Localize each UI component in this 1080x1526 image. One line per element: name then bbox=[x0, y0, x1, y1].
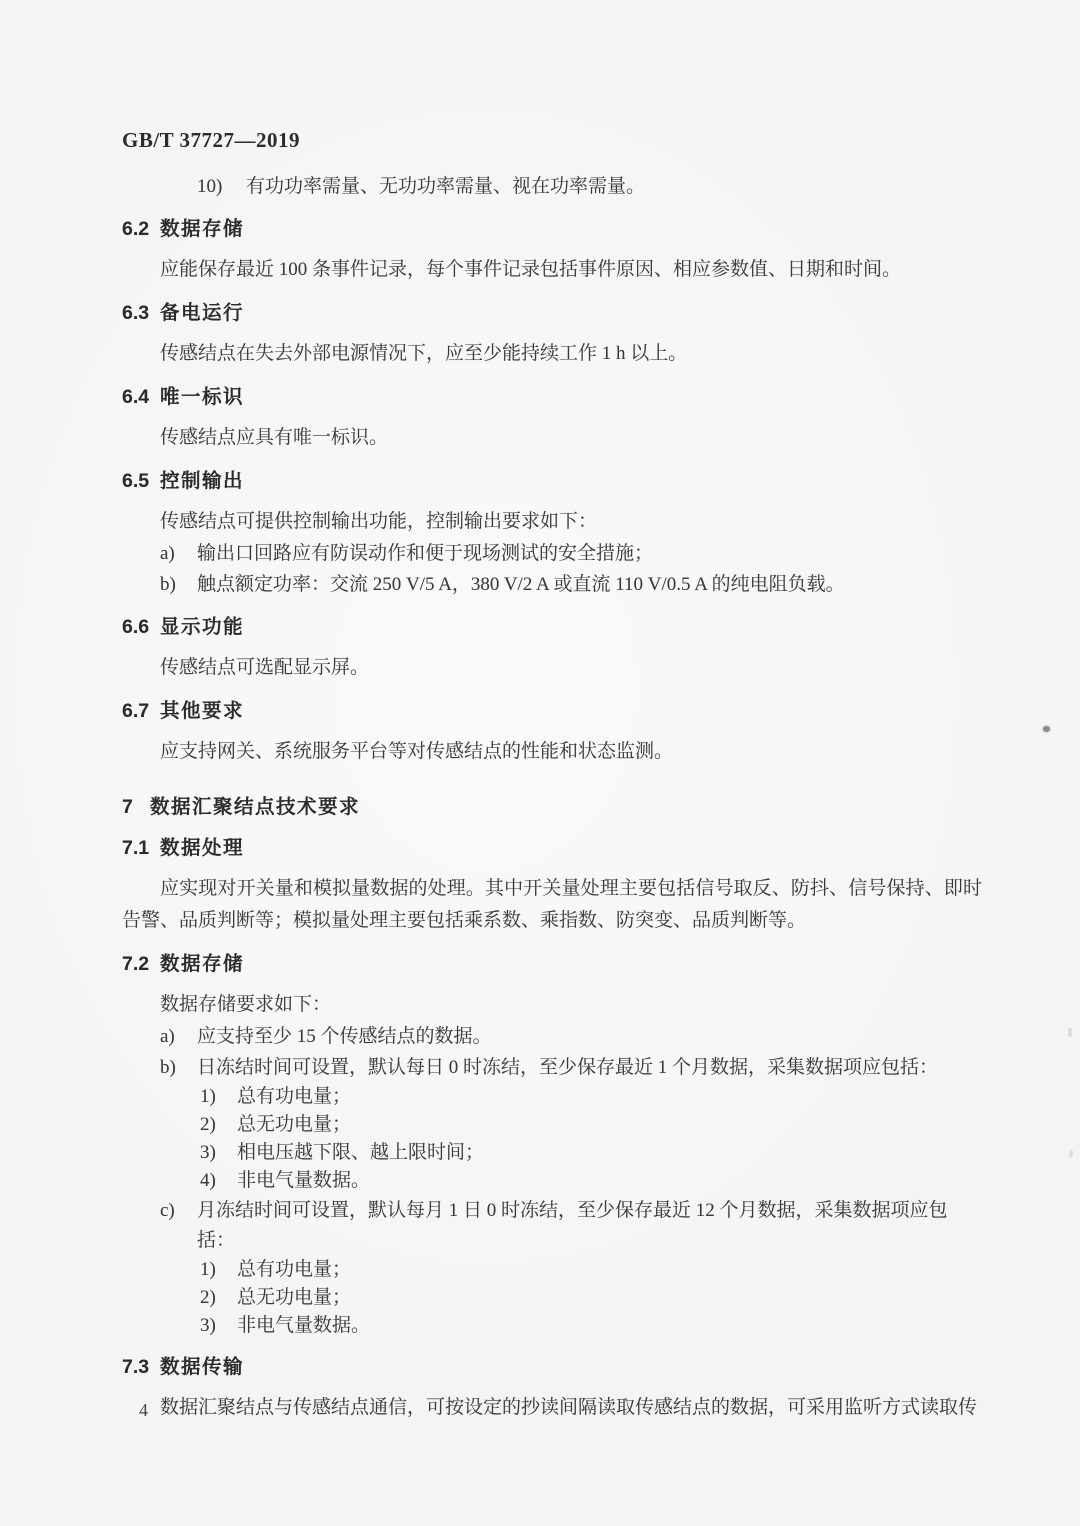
section-heading bbox=[122, 216, 982, 243]
heading-title: 备电运行 bbox=[160, 302, 245, 324]
list-item bbox=[122, 1083, 982, 1111]
list-item-text: 总无功电量； bbox=[237, 1287, 352, 1308]
heading-title: 其他要求 bbox=[160, 700, 245, 722]
section-heading bbox=[122, 951, 982, 978]
list-marker: 2) bbox=[200, 1287, 216, 1308]
heading-title: 显示功能 bbox=[160, 616, 245, 638]
paragraph: 传感结点应具有唯一标识。 bbox=[160, 427, 389, 448]
paragraph: 应支持网关、系统服务平台等对传感结点的性能和状态监测。 bbox=[160, 741, 674, 762]
heading-number: 6.4 bbox=[122, 386, 150, 408]
heading-number: 6.2 bbox=[122, 218, 150, 240]
list-item-text: 相电压越下限、越上限时间； bbox=[237, 1142, 485, 1163]
list-marker: b) bbox=[160, 574, 176, 595]
list-item-text: 日冻结时间可设置，默认每日 0 时冻结，至少保存最近 1 个月数据，采集数据项应包括： bbox=[197, 1057, 939, 1078]
document-blocks bbox=[122, 172, 982, 1424]
standard-number: GB/T 37727—2019 bbox=[122, 128, 301, 152]
heading-title: 数据存储 bbox=[160, 953, 245, 975]
section-heading bbox=[122, 835, 982, 862]
heading-number: 6.5 bbox=[122, 470, 150, 492]
paragraph: 数据汇聚结点与传感结点通信，可按设定的抄读间隔读取传感结点的数据，可采用监听方式读取传 bbox=[160, 1397, 978, 1418]
list-item bbox=[122, 1284, 982, 1312]
list-item bbox=[122, 539, 982, 569]
scan-speck bbox=[1043, 726, 1050, 732]
list-marker: b) bbox=[160, 1057, 176, 1078]
list-marker: 2) bbox=[200, 1114, 216, 1135]
list-item bbox=[122, 1139, 982, 1167]
list-item-text: 触点额定功率：交流 250 V/5 A，380 V/2 A 或直流 110 V/0.5 A 的纯电阻负载。 bbox=[197, 574, 845, 595]
list-item-text: 非电气量数据。 bbox=[237, 1170, 371, 1191]
heading-title: 数据传输 bbox=[160, 1356, 245, 1378]
list-marker: a) bbox=[160, 1026, 175, 1047]
list-item bbox=[122, 1167, 982, 1195]
section-heading bbox=[122, 698, 982, 725]
heading-title: 数据处理 bbox=[160, 837, 245, 859]
list-item bbox=[122, 1022, 982, 1052]
list-item bbox=[122, 1312, 982, 1340]
list-item-text: 月冻结时间可设置，默认每月 1 日 0 时冻结，至少保存最近 12 个月数据，采集数据项应包括： bbox=[197, 1200, 948, 1251]
paragraph: 传感结点可提供控制输出功能，控制输出要求如下： bbox=[160, 511, 598, 532]
list-item-text: 应支持至少 15 个传感结点的数据。 bbox=[197, 1026, 492, 1047]
paragraph: 传感结点在失去外部电源情况下，应至少能持续工作 1 h 以上。 bbox=[160, 343, 688, 364]
heading-number: 7.2 bbox=[122, 953, 150, 975]
paragraph: 应能保存最近 100 条事件记录，每个事件记录包括事件原因、相应参数值、日期和时间。 bbox=[160, 259, 902, 280]
heading-title: 数据汇聚结点技术要求 bbox=[150, 796, 361, 818]
list-item bbox=[122, 1196, 982, 1256]
list-marker: c) bbox=[160, 1200, 175, 1221]
heading-title: 控制输出 bbox=[160, 470, 245, 492]
page-number: 4 bbox=[139, 1400, 148, 1420]
paragraph: 数据存储要求如下： bbox=[160, 994, 332, 1015]
list-marker: a) bbox=[160, 543, 175, 564]
section-heading bbox=[122, 614, 982, 641]
list-item-text: 总有功电量； bbox=[237, 1086, 352, 1107]
chapter-heading bbox=[122, 794, 982, 821]
list-item bbox=[122, 172, 982, 202]
section-heading bbox=[122, 300, 982, 327]
paragraph: 传感结点可选配显示屏。 bbox=[160, 657, 370, 678]
scan-speck bbox=[1069, 1150, 1073, 1158]
heading-number: 6.7 bbox=[122, 700, 150, 722]
list-marker: 3) bbox=[200, 1315, 216, 1336]
list-marker: 3) bbox=[200, 1142, 216, 1163]
list-marker: 10) bbox=[197, 176, 223, 197]
list-item-text: 输出口回路应有防误动作和便于现场测试的安全措施； bbox=[197, 543, 654, 564]
list-marker: 4) bbox=[200, 1170, 216, 1191]
list-item-text: 非电气量数据。 bbox=[237, 1315, 371, 1336]
list-item bbox=[122, 1053, 982, 1083]
heading-number: 7 bbox=[122, 796, 133, 818]
list-item-text: 总无功电量； bbox=[237, 1114, 352, 1135]
list-item bbox=[122, 1256, 982, 1284]
heading-number: 6.6 bbox=[122, 616, 150, 638]
document-content bbox=[122, 127, 982, 1424]
section-heading bbox=[122, 1354, 982, 1381]
section-heading bbox=[122, 468, 982, 495]
heading-title: 数据存储 bbox=[160, 218, 245, 240]
list-item-text: 有功功率需量、无功功率需量、视在功率需量。 bbox=[246, 176, 646, 197]
list-marker: 1) bbox=[200, 1086, 216, 1107]
heading-number: 7.3 bbox=[122, 1356, 150, 1378]
paragraph: 应实现对开关量和模拟量数据的处理。其中开关量处理主要包括信号取反、防抖、信号保持、即时告警、品质判断等；模拟量处理主要包括乘系数、乘指数、防突变、品质判断等。 bbox=[122, 878, 982, 931]
scan-speck bbox=[1068, 1028, 1072, 1037]
list-item-text: 总有功电量； bbox=[237, 1259, 352, 1280]
list-item bbox=[122, 570, 982, 600]
list-marker: 1) bbox=[200, 1259, 216, 1280]
list-item bbox=[122, 1111, 982, 1139]
heading-number: 7.1 bbox=[122, 837, 150, 859]
heading-title: 唯一标识 bbox=[160, 386, 245, 408]
heading-number: 6.3 bbox=[122, 302, 150, 324]
section-heading bbox=[122, 384, 982, 411]
